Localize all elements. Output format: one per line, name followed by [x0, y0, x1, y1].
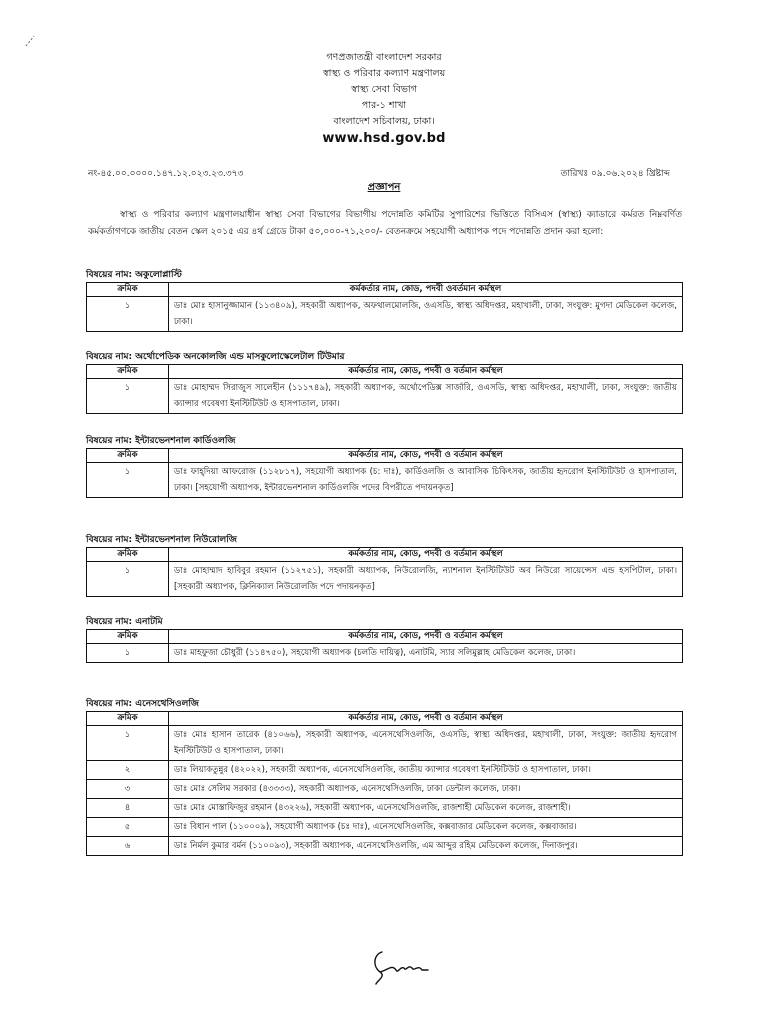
section-title: বিষয়ের নাম: ইন্টারভেনশনাল নিউরোলজি — [86, 535, 237, 545]
serial-cell: ১ — [87, 726, 169, 761]
section-title: বিষয়ের নাম: ইন্টারভেনশনাল কার্ডিওলজি — [86, 436, 236, 446]
details-cell: ডাঃ বিধান পাল (১১০০০৯), সহযোগী অধ্যাপক (চঃ দাঃ), এনেসথেসিওলজি, কক্সবাজার মেডিকেল কলেজ, কক্সবাজার। — [169, 818, 683, 837]
details-cell: ডাঃ মোঃ মোস্তাফিজুর রহমান (৪৩২২৬), সহকারী অধ্যাপক, এনেসথেসিওলজি, রাজশাহী মেডিকেল কলেজ, রাজশাহী। — [169, 799, 683, 818]
serial-header: ক্রমিক — [87, 712, 169, 726]
table-row — [87, 379, 683, 414]
serial-header: ক্রমিক — [87, 283, 169, 297]
serial-cell: ১ — [87, 562, 169, 597]
details-cell: ডাঃ ফাহ্‌দিয়া আফরোজ (১১২৮১৭), সহযোগী অধ্যাপক (চ: দাঃ), কার্ডিওলজি ও আবাসিক চিকিৎসক, জাতীয় হৃদরোগ ইনস্টিটিউট ও হাসপাতাল, ঢাকা। [সহযোগী অধ্যাপক, ইন্টারভেনশনাল কার্ডিওলজি পদের বিপরীতে পদায়নকৃত] — [169, 463, 683, 498]
section-title: বিষয়ের নাম: অকুলোপ্লাস্টি — [86, 270, 182, 280]
memo-number: নং-৪৫.০০.০০০০.১৪৭.১২.০২৩.২৩.৩৭৩ — [88, 169, 244, 179]
table-row — [87, 726, 683, 761]
promotion-table — [86, 282, 683, 332]
details-header: কর্মকর্তার নাম, কোড, পদবী ওবর্তমান কর্মস্থল — [169, 283, 683, 297]
table-header-row — [87, 630, 683, 644]
section-anesthesiology — [86, 697, 683, 856]
office-address: বাংলাদেশ সচিবালয়, ঢাকা। — [333, 116, 435, 127]
table-row — [87, 297, 683, 332]
ministry-name: স্বাস্থ্য ও পরিবার কল্যাণ মন্ত্রণালয় — [322, 68, 446, 79]
section-interventional-neurology — [86, 533, 683, 597]
details-cell: ডাঃ মোহাম্মদ সিরাজুস সালেহীন (১১১৭৪৯), সহকারী অধ্যাপক, অর্থোপেডিক্স সার্জারি, ওএসডি, স্বাস্থ্য অধিদপ্তর, মহাখালী, ঢাকা, সংযুক্ত: জাতীয় ক্যান্সার গবেষণা ইনস্টিটিউট ও হাসপাতাল, ঢাকা। — [169, 379, 683, 414]
letterhead — [0, 50, 768, 148]
details-header: কর্মকর্তার নাম, কোড, পদবী ও বর্তমান কর্মস্থল — [169, 449, 683, 463]
pen-mark-decoration — [22, 22, 52, 52]
table-header-row — [87, 712, 683, 726]
section-title: বিষয়ের নাম: অর্থোপেডিক অনকোলজি এন্ড মাসকুলোস্কেলেটাল টিউমার — [86, 352, 345, 362]
details-cell: ডাঃ মোহাম্মাদ হাবিবুর রহমান (১১২৭৫১), সহকারী অধ্যাপক, নিউরোলজি, ন্যাশনাল ইনস্টিটিউট অব নিউরো সায়েন্সেস এন্ড হসপিটাল, ঢাকা। [সহকারী অধ্যাপক, ক্লিনিক্যাল নিউরোলজি পদে পদায়নকৃত] — [169, 562, 683, 597]
serial-cell: ১ — [87, 297, 169, 332]
serial-cell: ১ — [87, 379, 169, 414]
serial-cell: ২ — [87, 761, 169, 780]
section-anatomy — [86, 615, 683, 663]
details-cell: ডাঃ মোঃ হাসানুজ্জামান (১১৩৪০৯), সহকারী অধ্যাপক, অফথালমোলজি, ওএসডি, স্বাস্থ্য অধিদপ্তর, মহাখালী, ঢাকা, সংযুক্ত: মুগদা মেডিকেল কলেজ, ঢাকা। — [169, 297, 683, 332]
serial-cell: ৪ — [87, 799, 169, 818]
branch-name: পার-১ শাখা — [361, 100, 407, 111]
details-cell: ডাঃ লিয়াকতুন্নুর (৪২০২২), সহকারী অধ্যাপক, এনেসথেসিওলজি, জাতীয় ক্যান্সার গবেষণা ইনস্টিটিউট ও হাসপাতাল, ঢাকা। — [169, 761, 683, 780]
table-row — [87, 799, 683, 818]
serial-cell: ১ — [87, 463, 169, 498]
details-cell: ডাঃ মোঃ সেলিম সরকার (৪৩৩৩৩), সহকারী অধ্যাপক, এনেসথেসিওলজি, ঢাকা ডেন্টাল কলেজ, ঢাকা। — [169, 780, 683, 799]
section-oculoplasty — [86, 268, 683, 332]
table-row — [87, 780, 683, 799]
signature-mark — [370, 940, 450, 990]
table-row — [87, 644, 683, 663]
government-name: গণপ্রজাতন্ত্রী বাংলাদেশ সরকার — [326, 52, 442, 63]
notification-title: প্রজ্ঞাপন — [367, 182, 401, 193]
details-cell: ডাঃ মোঃ হাসান তারেক (৪১০৬৬), সহকারী অধ্যাপক, এনেসথেসিওলজি, ওএসডি, স্বাস্থ্য অধিদপ্তর, মহাখালী, ঢাকা, সংযুক্ত: জাতীয় হৃদরোগ ইনস্টিটিউট ও হাসপাতাল, ঢাকা। — [169, 726, 683, 761]
promotion-table — [86, 629, 683, 663]
serial-header: ক্রমিক — [87, 449, 169, 463]
intro-paragraph: স্বাস্থ্য ও পরিবার কল্যাণ মন্ত্রণালয়াধীন স্বাস্থ্য সেবা বিভাগের বিভাগীয় পদোন্নতি কমিটির সুপারিশের ভিত্তিতে বিসিএস (স্বাস্থ্য) ক্যাডারে কর্মরত নিম্নবর্ণিত কর্মকর্তাগণকে জাতীয় বেতন স্কেল ২০১৫ এর ৪র্থ গ্রেডে টাকা ৫০,০০০-৭১,২০০/- বেতনক্রমে সহযোগী অধ্যাপক পদে পদোন্নতি প্রদান করা হলো: — [88, 210, 682, 237]
promotion-table — [86, 711, 683, 856]
serial-cell: ১ — [87, 644, 169, 663]
table-header-row — [87, 283, 683, 297]
table-header-row — [87, 449, 683, 463]
serial-cell: ৬ — [87, 837, 169, 856]
serial-header: ক্রমিক — [87, 548, 169, 562]
serial-cell: ৩ — [87, 780, 169, 799]
details-header: কর্মকর্তার নাম, কোড, পদবী ও বর্তমান কর্মস্থল — [169, 712, 683, 726]
details-header: কর্মকর্তার নাম, কোড, পদবী ও বর্তমান কর্মস্থল — [169, 365, 683, 379]
section-title: বিষয়ের নাম: এনাটমি — [86, 617, 163, 627]
details-cell: ডাঃ নির্মল কুমার বর্মন (১১০০৯৩), সহকারী অধ্যাপক, এনেসথেসিওলজি, এম আব্দুর রহিম মেডিকেল কলেজ, দিনাজপুর। — [169, 837, 683, 856]
details-cell: ডাঃ মাহফুজা চৌধুরী (১১৪৭৫০), সহযোগী অধ্যাপক (চলতি দায়িত্ব), এনাটমি, স্যার সলিমুল্লাহ মেডিকেল কলেজ, ঢাকা। — [169, 644, 683, 663]
table-header-row — [87, 548, 683, 562]
promotion-table — [86, 364, 683, 414]
promotion-table — [86, 547, 683, 597]
website-link[interactable]: www.hsd.gov.bd — [322, 131, 446, 146]
table-row — [87, 562, 683, 597]
section-title: বিষয়ের নাম: এনেসথেসিওলজি — [86, 699, 199, 709]
serial-cell: ৫ — [87, 818, 169, 837]
table-row — [87, 837, 683, 856]
table-header-row — [87, 365, 683, 379]
section-interventional-cardiology — [86, 434, 683, 498]
table-row — [87, 463, 683, 498]
memo-row — [88, 166, 670, 181]
serial-header: ক্রমিক — [87, 365, 169, 379]
promotion-table — [86, 448, 683, 498]
table-row — [87, 761, 683, 780]
table-row — [87, 818, 683, 837]
memo-date: তারিখঃ ০৯.০৬.২০২৪ খ্রিষ্টাব্দ — [560, 169, 670, 179]
serial-header: ক্রমিক — [87, 630, 169, 644]
details-header: কর্মকর্তার নাম, কোড, পদবী ও বর্তমান কর্মস্থল — [169, 548, 683, 562]
section-orthopedic-oncology — [86, 350, 683, 414]
division-name: স্বাস্থ্য সেবা বিভাগ — [351, 84, 417, 95]
details-header: কর্মকর্তার নাম, কোড, পদবী ও বর্তমান কর্মস্থল — [169, 630, 683, 644]
